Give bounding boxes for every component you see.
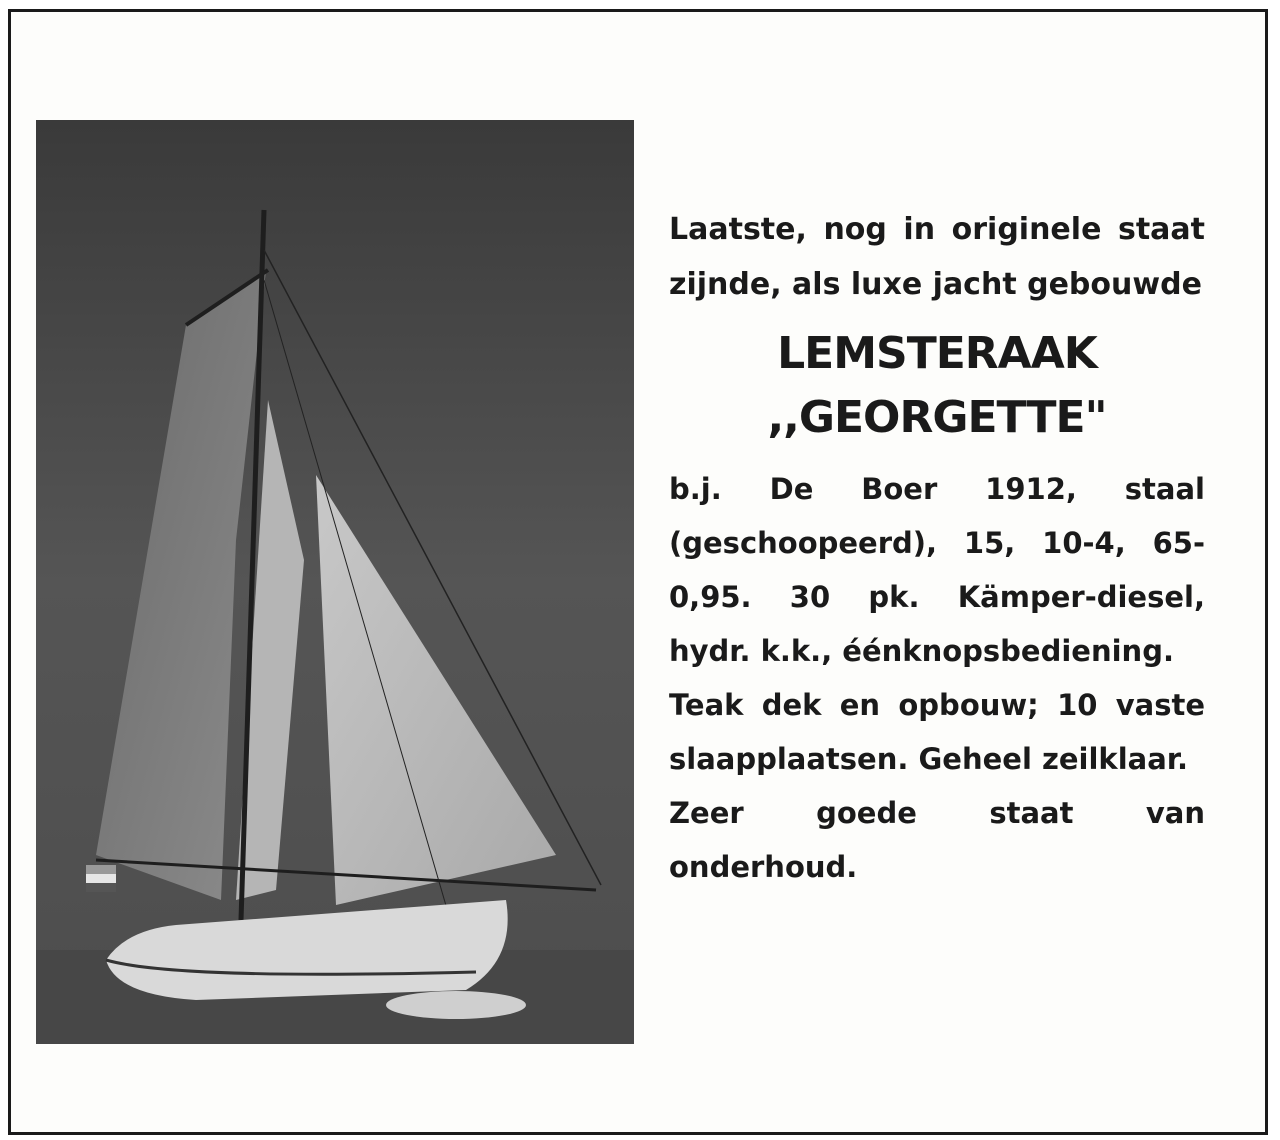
spec-build: b.j. De Boer 1912, staal (geschoopeerd), 15, 10-4, 65-0,95. 30 pk. Kämper-diesel, hydr. k.k., éénknopsbediening. <box>669 472 1205 668</box>
intro-text: Laatste, nog in originele staat zijnde, als luxe jacht gebouwde <box>669 212 1205 302</box>
ad-frame <box>8 9 1268 1135</box>
spec-condition: Zeer goede staat van onderhoud. <box>669 796 1205 884</box>
spec-deck: Teak dek en opbouw; 10 vaste slaapplaatsen. Geheel zeilklaar. <box>669 688 1205 776</box>
boat-name: ,,GEORGETTE" <box>767 392 1107 443</box>
lemsteraak-sailboat-illustration <box>36 120 634 1044</box>
boat-heading <box>669 322 1205 450</box>
boat-specs <box>669 462 1205 894</box>
sailboat-photo <box>36 120 634 1044</box>
boat-type: LEMSTERAAK <box>777 328 1097 379</box>
ad-text <box>669 202 1205 894</box>
